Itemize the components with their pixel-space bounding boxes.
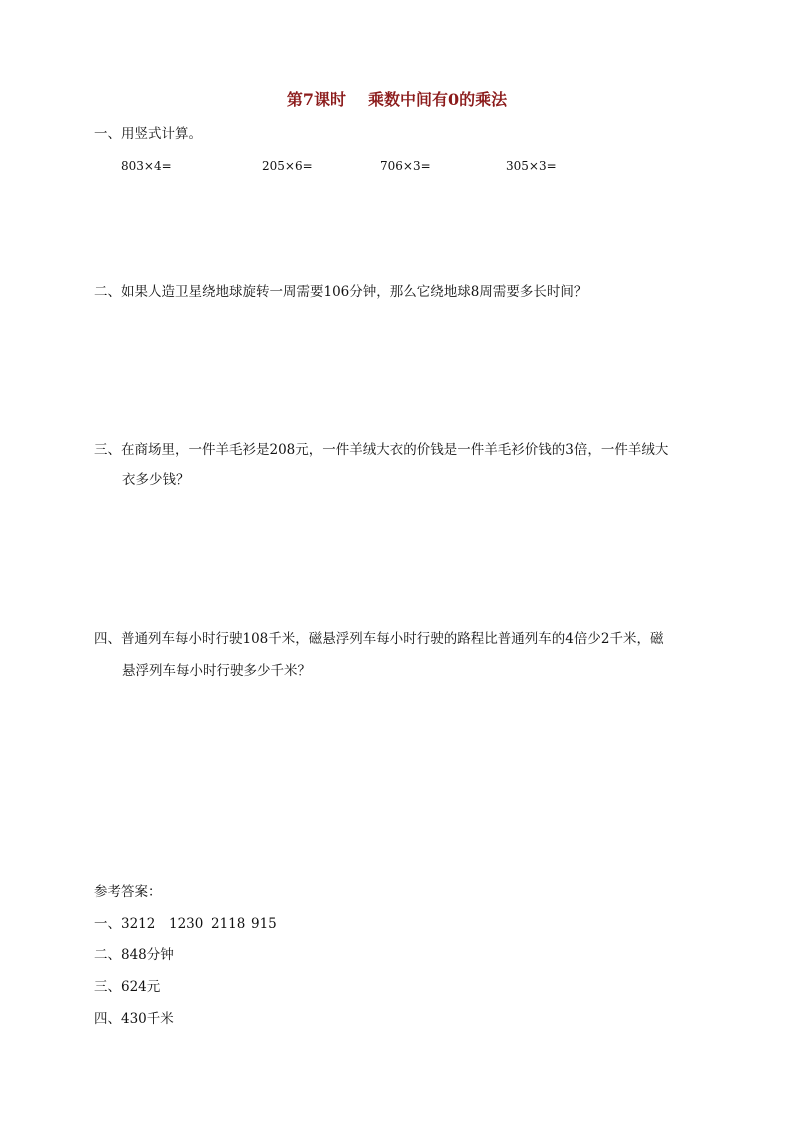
q1-heading: 一、用竖式计算。 [94, 126, 202, 142]
answer-1-value-4: 915 [251, 916, 277, 932]
q1-item-2: 205×6= [262, 159, 313, 173]
page-title [0, 87, 794, 110]
answer-1-prefix: 一、 [94, 916, 121, 932]
answer-2: 二、848分钟 [94, 947, 174, 963]
q1-item-4: 305×3= [506, 159, 557, 173]
q1-item-1: 803×4= [121, 159, 172, 173]
q2-text: 二、如果人造卫星绕地球旋转一周需要106分钟，那么它绕地球8周需要多长时间？ [94, 284, 588, 300]
q4-line-2: 悬浮列车每小时行驶多少千米？ [122, 663, 311, 679]
lesson-topic: 乘数中间有0的乘法 [368, 90, 508, 109]
answers-heading: 参考答案： [94, 884, 162, 900]
q3-line-1: 三、在商场里，一件羊毛衫是208元，一件羊绒大衣的价钱是一件羊毛衫价钱的3倍，一件羊绒大 [94, 442, 669, 458]
answer-1-value-1: 3212 [121, 916, 156, 932]
answer-3: 三、624元 [94, 979, 161, 995]
lesson-number: 第7课时 [286, 90, 346, 109]
answer-1-value-3: 2118 [211, 916, 246, 932]
answer-4: 四、430千米 [94, 1011, 174, 1027]
answer-1-value-2: 1230 [169, 916, 204, 932]
q1-item-3: 706×3= [380, 159, 431, 173]
q4-line-1: 四、普通列车每小时行驶108千米，磁悬浮列车每小时行驶的路程比普通列车的4倍少2千米，磁 [94, 631, 664, 647]
answer-1 [94, 914, 277, 934]
q3-line-2: 衣多少钱？ [122, 472, 190, 488]
